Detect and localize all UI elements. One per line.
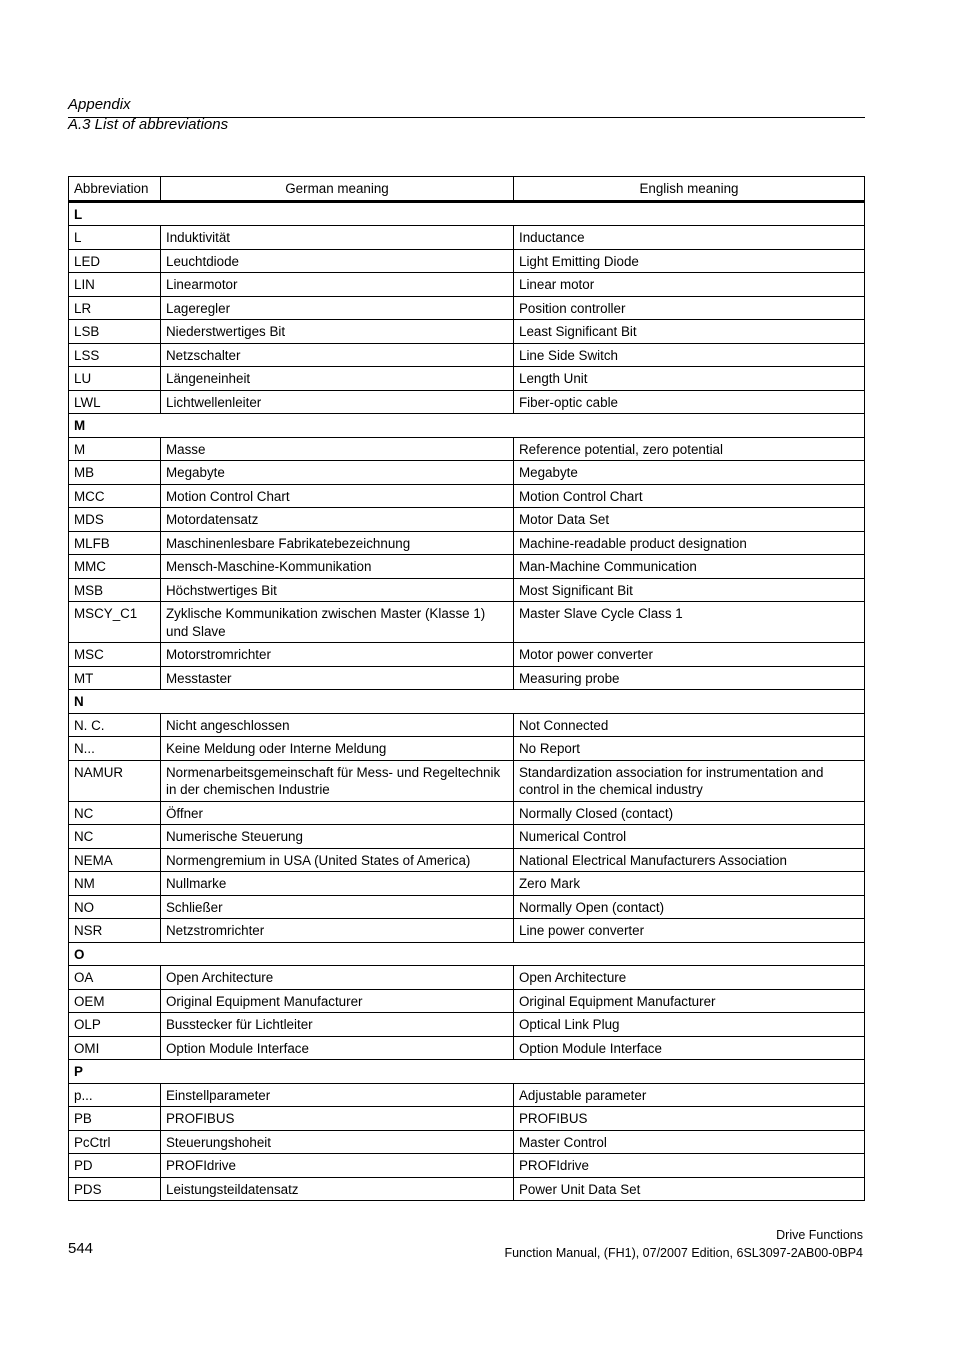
german-meaning-cell: Motorstromrichter [161, 643, 514, 667]
table-header-row [69, 177, 865, 202]
table-row [69, 737, 865, 761]
table-row [69, 461, 865, 485]
german-meaning-cell: Keine Meldung oder Interne Meldung [161, 737, 514, 761]
german-meaning-cell: PROFIBUS [161, 1107, 514, 1131]
english-meaning-cell: Normally Open (contact) [514, 895, 865, 919]
abbreviation-cell: PcCtrl [69, 1130, 161, 1154]
english-meaning-cell: Standardization association for instrumentation and control in the chemical industry [514, 760, 865, 801]
table-row [69, 643, 865, 667]
abbreviation-cell: NC [69, 801, 161, 825]
table-row [69, 848, 865, 872]
english-meaning-cell: Man-Machine Communication [514, 555, 865, 579]
table-row [69, 713, 865, 737]
english-meaning-cell: Most Significant Bit [514, 578, 865, 602]
abbreviation-cell: NO [69, 895, 161, 919]
german-meaning-cell: Netzstromrichter [161, 919, 514, 943]
abbreviation-cell: MDS [69, 508, 161, 532]
section-row [69, 414, 865, 438]
german-meaning-cell: Numerische Steuerung [161, 825, 514, 849]
table-row [69, 1154, 865, 1178]
english-meaning-cell: Megabyte [514, 461, 865, 485]
table-row [69, 801, 865, 825]
english-meaning-cell: National Electrical Manufacturers Association [514, 848, 865, 872]
table-row [69, 919, 865, 943]
english-meaning-cell: PROFIdrive [514, 1154, 865, 1178]
section-letter: N [69, 690, 865, 714]
table-row [69, 578, 865, 602]
abbreviation-cell: LU [69, 367, 161, 391]
german-meaning-cell: Motion Control Chart [161, 484, 514, 508]
abbreviation-cell: NEMA [69, 848, 161, 872]
german-meaning-cell: Öffner [161, 801, 514, 825]
german-meaning-cell: Einstellparameter [161, 1083, 514, 1107]
german-meaning-cell: Mensch-Maschine-Kommunikation [161, 555, 514, 579]
table-row [69, 343, 865, 367]
footer-manual: Function Manual, (FH1), 07/2007 Edition, 6SL3097-2AB00-0BP4 [504, 1246, 863, 1260]
section-letter: L [69, 201, 865, 226]
abbreviation-cell: MSCY_C1 [69, 602, 161, 643]
abbreviation-cell: OLP [69, 1013, 161, 1037]
abbreviation-cell: MLFB [69, 531, 161, 555]
german-meaning-cell: Normengremium in USA (United States of America) [161, 848, 514, 872]
table-row [69, 296, 865, 320]
english-meaning-cell: Master Slave Cycle Class 1 [514, 602, 865, 643]
table-row [69, 872, 865, 896]
table-row [69, 825, 865, 849]
abbreviation-cell: PDS [69, 1177, 161, 1201]
table-row [69, 1083, 865, 1107]
english-meaning-cell: Light Emitting Diode [514, 249, 865, 273]
german-meaning-cell: Höchstwertiges Bit [161, 578, 514, 602]
abbreviation-cell: MSB [69, 578, 161, 602]
english-meaning-cell: Motor Data Set [514, 508, 865, 532]
german-meaning-cell: Lichtwellenleiter [161, 390, 514, 414]
english-meaning-cell: Adjustable parameter [514, 1083, 865, 1107]
table-row [69, 760, 865, 801]
german-meaning-cell: Lageregler [161, 296, 514, 320]
english-meaning-cell: Least Significant Bit [514, 320, 865, 344]
table-row [69, 320, 865, 344]
german-meaning-cell: Schließer [161, 895, 514, 919]
german-meaning-cell: Induktivität [161, 226, 514, 250]
table-row [69, 989, 865, 1013]
english-meaning-cell: Linear motor [514, 273, 865, 297]
abbreviation-cell: LSB [69, 320, 161, 344]
german-meaning-cell: Motordatensatz [161, 508, 514, 532]
german-meaning-cell: Längeneinheit [161, 367, 514, 391]
table-row [69, 895, 865, 919]
table-row [69, 508, 865, 532]
english-meaning-cell: Length Unit [514, 367, 865, 391]
german-meaning-cell: Normenarbeitsgemeinschaft für Mess- und Regeltechnik in der chemischen Industrie [161, 760, 514, 801]
table-row [69, 367, 865, 391]
english-meaning-cell: Original Equipment Manufacturer [514, 989, 865, 1013]
section-row [69, 690, 865, 714]
german-meaning-cell: Open Architecture [161, 966, 514, 990]
english-meaning-cell: Fiber-optic cable [514, 390, 865, 414]
table-header [69, 177, 865, 202]
english-meaning-cell: Inductance [514, 226, 865, 250]
german-meaning-cell: Steuerungshoheit [161, 1130, 514, 1154]
table-row [69, 666, 865, 690]
abbreviation-cell: OA [69, 966, 161, 990]
section-letter: O [69, 942, 865, 966]
table-row [69, 484, 865, 508]
german-meaning-cell: Masse [161, 437, 514, 461]
section-row [69, 942, 865, 966]
table-row [69, 602, 865, 643]
german-meaning-cell: PROFIdrive [161, 1154, 514, 1178]
german-meaning-cell: Megabyte [161, 461, 514, 485]
section-letter: M [69, 414, 865, 438]
table-row [69, 249, 865, 273]
german-meaning-cell: Option Module Interface [161, 1036, 514, 1060]
abbreviation-cell: NAMUR [69, 760, 161, 801]
table-row [69, 966, 865, 990]
table-row [69, 555, 865, 579]
english-meaning-cell: Master Control [514, 1130, 865, 1154]
german-meaning-cell: Leuchtdiode [161, 249, 514, 273]
table-row [69, 1107, 865, 1131]
abbreviation-cell: p... [69, 1083, 161, 1107]
running-header [68, 95, 865, 135]
abbreviation-cell: OEM [69, 989, 161, 1013]
table-body [69, 201, 865, 1201]
german-meaning-cell: Messtaster [161, 666, 514, 690]
section-letter: P [69, 1060, 865, 1084]
english-meaning-cell: Machine-readable product designation [514, 531, 865, 555]
german-meaning-cell: Nicht angeschlossen [161, 713, 514, 737]
english-meaning-cell: Line power converter [514, 919, 865, 943]
column-header-abbreviation: Abbreviation [69, 177, 161, 202]
english-meaning-cell: Normally Closed (contact) [514, 801, 865, 825]
table-row [69, 1013, 865, 1037]
english-meaning-cell: Motion Control Chart [514, 484, 865, 508]
abbreviation-cell: L [69, 226, 161, 250]
english-meaning-cell: Position controller [514, 296, 865, 320]
footer-title: Drive Functions [776, 1228, 863, 1242]
abbreviation-cell: MCC [69, 484, 161, 508]
german-meaning-cell: Maschinenlesbare Fabrikatebezeichnung [161, 531, 514, 555]
german-meaning-cell: Leistungsteildatensatz [161, 1177, 514, 1201]
abbreviation-cell: OMI [69, 1036, 161, 1060]
english-meaning-cell: Open Architecture [514, 966, 865, 990]
abbreviation-cell: LR [69, 296, 161, 320]
abbreviation-cell: MB [69, 461, 161, 485]
abbreviation-cell: LIN [69, 273, 161, 297]
section-row [69, 201, 865, 226]
english-meaning-cell: Not Connected [514, 713, 865, 737]
abbreviation-cell: NM [69, 872, 161, 896]
english-meaning-cell: Reference potential, zero potential [514, 437, 865, 461]
header-chapter: Appendix [68, 96, 131, 113]
german-meaning-cell: Niederstwertiges Bit [161, 320, 514, 344]
column-header-english: English meaning [514, 177, 865, 202]
abbreviation-cell: N. C. [69, 713, 161, 737]
german-meaning-cell: Nullmarke [161, 872, 514, 896]
german-meaning-cell: Busstecker für Lichtleiter [161, 1013, 514, 1037]
section-row [69, 1060, 865, 1084]
english-meaning-cell: Line Side Switch [514, 343, 865, 367]
english-meaning-cell: Numerical Control [514, 825, 865, 849]
abbreviation-cell: PB [69, 1107, 161, 1131]
table-row [69, 437, 865, 461]
german-meaning-cell: Zyklische Kommunikation zwischen Master (Klasse 1) und Slave [161, 602, 514, 643]
english-meaning-cell: Option Module Interface [514, 1036, 865, 1060]
german-meaning-cell: Linearmotor [161, 273, 514, 297]
english-meaning-cell: Optical Link Plug [514, 1013, 865, 1037]
abbreviation-cell: NSR [69, 919, 161, 943]
abbreviation-cell: MSC [69, 643, 161, 667]
header-section: A.3 List of abbreviations [68, 116, 229, 133]
abbreviation-cell: LED [69, 249, 161, 273]
abbreviations-table [68, 176, 865, 1201]
column-header-german: German meaning [161, 177, 514, 202]
abbreviation-cell: MMC [69, 555, 161, 579]
english-meaning-cell: PROFIBUS [514, 1107, 865, 1131]
german-meaning-cell: Netzschalter [161, 343, 514, 367]
table-row [69, 226, 865, 250]
footer-info [504, 1226, 863, 1262]
abbreviation-cell: NC [69, 825, 161, 849]
abbreviation-cell: M [69, 437, 161, 461]
page-number: 544 [68, 1240, 94, 1257]
abbreviation-cell: MT [69, 666, 161, 690]
english-meaning-cell: Measuring probe [514, 666, 865, 690]
table-row [69, 1130, 865, 1154]
english-meaning-cell: Motor power converter [514, 643, 865, 667]
header-rule [68, 117, 865, 118]
abbreviation-cell: PD [69, 1154, 161, 1178]
english-meaning-cell: Zero Mark [514, 872, 865, 896]
table-row [69, 531, 865, 555]
abbreviation-cell: LSS [69, 343, 161, 367]
english-meaning-cell: No Report [514, 737, 865, 761]
english-meaning-cell: Power Unit Data Set [514, 1177, 865, 1201]
abbreviation-cell: N... [69, 737, 161, 761]
table-row [69, 273, 865, 297]
german-meaning-cell: Original Equipment Manufacturer [161, 989, 514, 1013]
abbreviation-cell: LWL [69, 390, 161, 414]
table-row [69, 1036, 865, 1060]
table-row [69, 390, 865, 414]
table-row [69, 1177, 865, 1201]
